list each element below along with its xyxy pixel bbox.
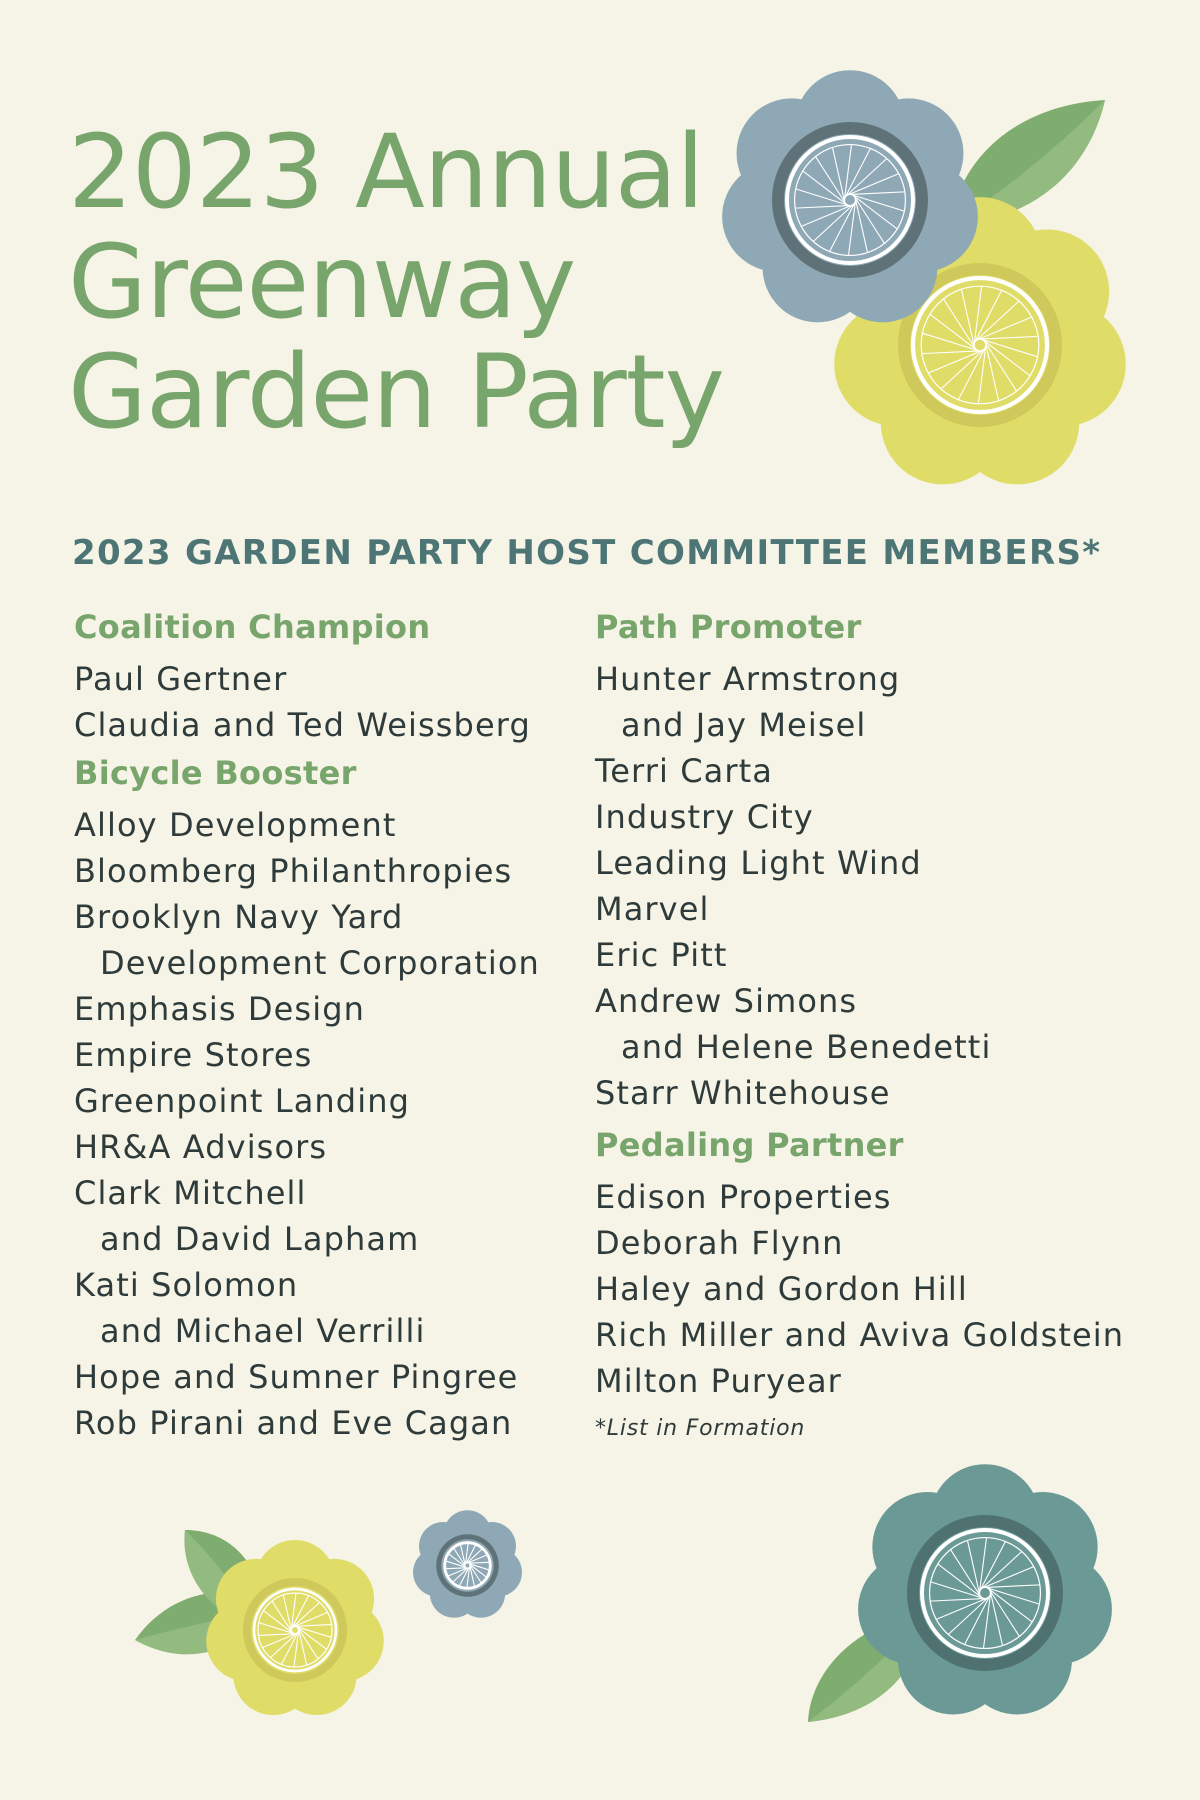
- member-entry-continued: and Michael Verrilli: [100, 1312, 426, 1350]
- member-entry: HR&A Advisors: [74, 1128, 328, 1166]
- blue-bicycle-wheel-flower-icon: [705, 55, 995, 345]
- left-column: [74, 606, 574, 1446]
- event-title-line: Greenway: [68, 223, 576, 342]
- member-entry: Andrew Simons: [595, 982, 858, 1020]
- member-entry: Terri Carta: [595, 752, 773, 790]
- member-entry: Deborah Flynn: [595, 1224, 844, 1262]
- member-entry: Milton Puryear: [595, 1362, 842, 1400]
- member-entry: Rich Miller and Aviva Goldstein: [595, 1316, 1125, 1354]
- member-entry: Eric Pitt: [595, 936, 728, 974]
- tier-title: Pedaling Partner: [595, 1126, 904, 1164]
- member-entry-continued: and Helene Benedetti: [621, 1028, 992, 1066]
- member-entry: Alloy Development: [74, 806, 397, 844]
- member-entry: Industry City: [595, 798, 814, 836]
- member-entry: Clark Mitchell: [74, 1174, 307, 1212]
- member-entry: Brooklyn Navy Yard: [74, 898, 404, 936]
- member-entry: Rob Pirani and Eve Cagan: [74, 1404, 513, 1442]
- tier-title: Coalition Champion: [74, 608, 431, 646]
- event-title: [68, 113, 724, 452]
- event-title-line: 2023 Annual: [68, 113, 704, 232]
- member-entry: Claudia and Ted Weissberg: [74, 706, 531, 744]
- right-column: [595, 606, 1155, 1441]
- small-yellow-bicycle-wheel-flower-icon: [195, 1530, 395, 1730]
- member-entry: Greenpoint Landing: [74, 1082, 411, 1120]
- event-title-line: Garden Party: [68, 333, 724, 452]
- footnote: *List in Formation: [595, 1416, 806, 1441]
- member-entry: Kati Solomon: [74, 1266, 299, 1304]
- member-entry: Haley and Gordon Hill: [595, 1270, 968, 1308]
- member-entry-continued: Development Corporation: [100, 944, 540, 982]
- member-entry: Paul Gertner: [74, 660, 288, 698]
- member-entry-continued: and David Lapham: [100, 1220, 420, 1258]
- member-entry-continued: and Jay Meisel: [621, 706, 867, 744]
- member-entry: Hunter Armstrong: [595, 660, 901, 698]
- tier-title: Bicycle Booster: [74, 754, 357, 792]
- teal-bicycle-wheel-flower-icon: [840, 1448, 1130, 1738]
- member-entry: Edison Properties: [595, 1178, 892, 1216]
- committee-heading: 2023 GARDEN PARTY HOST COMMITTEE MEMBERS*: [72, 533, 1102, 573]
- tiny-blue-bicycle-wheel-flower-icon: [405, 1503, 530, 1628]
- member-entry: Starr Whitehouse: [595, 1074, 891, 1112]
- member-entry: Leading Light Wind: [595, 844, 922, 882]
- member-entry: Bloomberg Philanthropies: [74, 852, 513, 890]
- tier-title: Path Promoter: [595, 608, 862, 646]
- member-entry: Empire Stores: [74, 1036, 313, 1074]
- member-entry: Hope and Sumner Pingree: [74, 1358, 519, 1396]
- member-entry: Marvel: [595, 890, 710, 928]
- member-entry: Emphasis Design: [74, 990, 365, 1028]
